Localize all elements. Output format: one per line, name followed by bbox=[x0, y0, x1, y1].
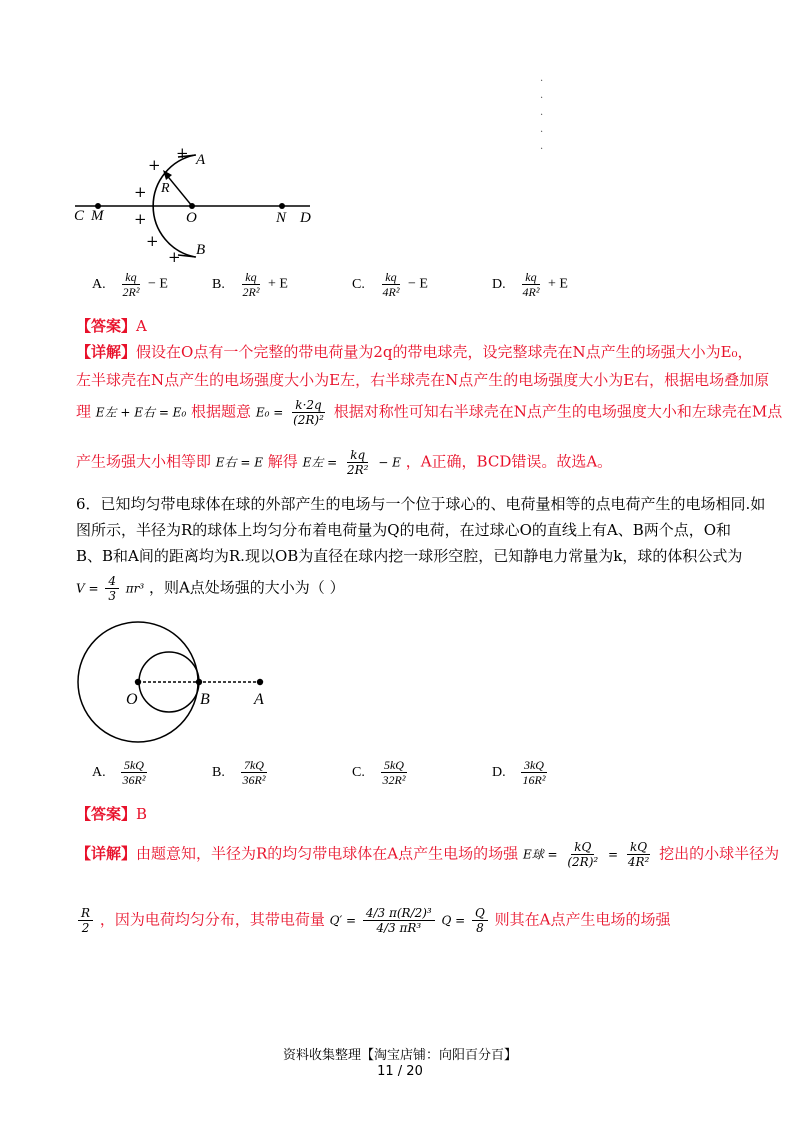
label-M: M bbox=[91, 208, 104, 224]
q5-option-c: C. $\frac{kq}{\text{4R²}}$ − E bbox=[352, 270, 428, 299]
q6-line1: 6．已知均匀带电球体在球的外部产生的电场与一个位于球心的、电荷量相等的点电荷产生的电场相同.如 bbox=[76, 495, 766, 513]
q6-option-d: D. $\frac{3kQ}{\text{16R²}}$ bbox=[492, 758, 546, 787]
point-A bbox=[257, 679, 263, 685]
figure-sphere-cavity bbox=[72, 620, 282, 750]
q5-detail-line1: 【详解】假设在O点有一个完整的带电荷量为2q的带电球壳，设完整球壳在N点产生的场强大小为E₀， bbox=[76, 343, 753, 361]
q5-option-a: A. $\frac{kq}{\text{2R²}}$ − E bbox=[92, 270, 168, 299]
q5-answer: 【答案】A bbox=[76, 317, 147, 335]
label-A: A bbox=[254, 691, 264, 708]
label-N: N bbox=[276, 210, 287, 226]
label-B: B bbox=[200, 691, 210, 708]
q6-line4: V = $\frac{4}{3}$ πr³ ，则A点处场强的大小为（ ） bbox=[76, 574, 345, 603]
label-C: C bbox=[74, 208, 85, 224]
point-O bbox=[189, 203, 195, 209]
label-O: O bbox=[186, 210, 197, 226]
label-A: A bbox=[196, 152, 206, 168]
footer-source: 资料收集整理【淘宝店铺：向阳百分百】 bbox=[282, 1048, 517, 1063]
point-B bbox=[196, 679, 202, 685]
q6-line3: B、B和A间的距离均为R.现以OB为直径在球内挖一球形空腔，已知静电力常量为k，球的体积公式为 bbox=[76, 547, 743, 565]
q6-line2: 图所示，半径为R的球体上均匀分布着电荷量为Q的电荷，在过球心O的直线上有A、B两个点，O和 bbox=[76, 521, 732, 539]
plus-sign: + bbox=[148, 156, 161, 174]
q6-answer: 【答案】B bbox=[76, 805, 148, 823]
q6-option-b: B. $\frac{7kQ}{\text{36R²}}$ bbox=[212, 758, 266, 787]
q6-detail-line1: 【详解】由题意知，半径为R的均匀带电球体在A点产生电场的场强 E球 = $\frac{kQ}{\text{(2R)²}}$ = $\frac{kQ}{\text{4R²}}$ 挖出的小球半径为 bbox=[76, 840, 780, 869]
figure-hemisphere-shell bbox=[70, 140, 330, 270]
plus-sign: + bbox=[134, 210, 147, 228]
plus-sign: + bbox=[168, 248, 181, 266]
q6-option-a: A. $\frac{5kQ}{\text{36R²}}$ bbox=[92, 758, 146, 787]
decorative-dots: . . . . . bbox=[540, 73, 544, 152]
plus-sign: + bbox=[176, 144, 189, 162]
plus-sign: + bbox=[146, 232, 159, 250]
point-O bbox=[135, 679, 141, 685]
q6-detail-line2: $\frac{R}{2}$ ，因为电荷均匀分布，其带电荷量 Q′ = $\frac{\text{4/3 π(R/2)³}}{\text{4/3 πR³}}$ Q = $\frac{Q}{8}$ 则其在A点产生电场的场强 bbox=[76, 906, 671, 935]
left-arc-end-bottom bbox=[178, 255, 196, 257]
q5-detail-line2: 左半球壳在N点产生的电场强度大小为E左，右半球壳在N点产生的电场强度大小为E右，根据电场叠加原 bbox=[76, 371, 770, 389]
label-D: D bbox=[300, 210, 311, 226]
q5-detail-line3: 理 E左 + E右 = E₀ 根据题意 E₀ = $\frac{k\cdot 2q}{\text{(2R)²}}$ 根据对称性可知右半球壳在N点产生的电场强度大小和左球壳在M点 bbox=[76, 398, 783, 427]
q5-detail-line4: 产生场强大小相等即 E右 = E 解得 E左 = $\frac{kq}{\text{2R²}}$ − E ，A正确，BCD错误。故选A。 bbox=[76, 448, 613, 477]
page-number: 11 / 20 bbox=[377, 1064, 423, 1079]
point-N bbox=[279, 203, 285, 209]
label-R: R bbox=[161, 181, 170, 196]
plus-sign: + bbox=[134, 183, 147, 201]
label-O: O bbox=[126, 691, 138, 708]
q5-option-b: B. $\frac{kq}{\text{2R²}}$ + E bbox=[212, 270, 288, 299]
q6-option-c: C. $\frac{5kQ}{\text{32R²}}$ bbox=[352, 758, 406, 787]
q5-option-d: D. $\frac{kq}{\text{4R²}}$ + E bbox=[492, 270, 568, 299]
label-B: B bbox=[196, 242, 206, 258]
